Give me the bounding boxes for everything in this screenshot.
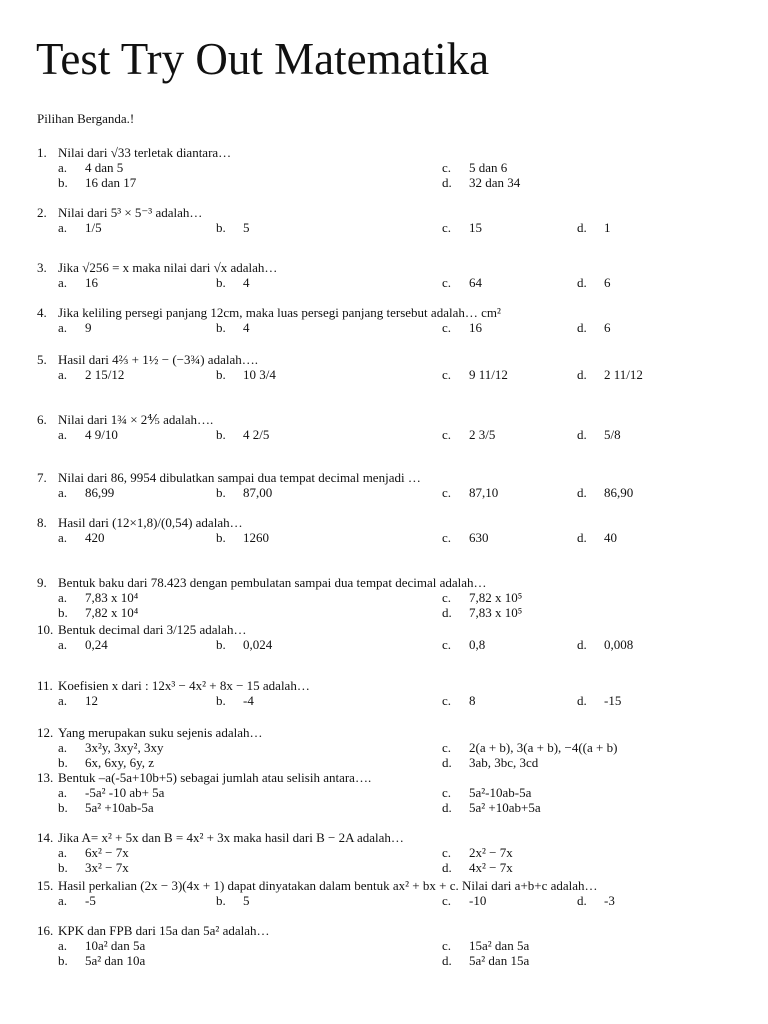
option-text: 5 <box>243 893 250 908</box>
question-number: 14. <box>37 830 54 845</box>
question-stem <box>37 515 748 530</box>
option-text: 4x² − 7x <box>469 860 513 875</box>
answer-option[interactable] <box>58 800 154 815</box>
answer-option[interactable] <box>442 755 538 770</box>
answer-option[interactable] <box>442 220 482 235</box>
question-text: Hasil perkalian (2x − 3)(4x + 1) dapat dinyatakan dalam bentuk ax² + bx + c. Nilai dari a+b+c adalah… <box>58 878 598 893</box>
answer-options <box>58 785 748 815</box>
question-item <box>37 145 748 190</box>
answer-option[interactable] <box>442 590 522 605</box>
option-letter: b. <box>216 427 226 442</box>
question-item <box>37 205 748 245</box>
option-text: 4 9/10 <box>85 427 118 442</box>
answer-options <box>58 220 748 245</box>
option-row <box>58 693 748 708</box>
answer-options <box>58 160 748 190</box>
question-item <box>37 770 748 815</box>
option-row <box>58 220 748 245</box>
option-row <box>58 530 748 555</box>
option-text: 4 <box>243 320 250 335</box>
option-text: 1 <box>604 220 611 235</box>
question-item <box>37 830 748 875</box>
option-letter: b. <box>58 755 68 770</box>
option-text: 86,99 <box>85 485 115 500</box>
option-text: 5 <box>243 220 250 235</box>
option-letter: b. <box>216 893 226 908</box>
answer-option[interactable] <box>58 220 102 235</box>
option-text: 9 11/12 <box>469 367 508 382</box>
option-text: 0,24 <box>85 637 108 652</box>
option-letter: d. <box>577 275 587 290</box>
option-text: 630 <box>469 530 489 545</box>
answer-option[interactable] <box>216 693 254 708</box>
option-letter: d. <box>577 220 587 235</box>
option-letter: a. <box>58 893 68 908</box>
option-letter: a. <box>58 785 68 800</box>
option-text: 5a² dan 10a <box>85 953 146 968</box>
option-row <box>58 427 748 452</box>
answer-option[interactable] <box>442 953 529 968</box>
answer-option[interactable] <box>577 637 633 652</box>
answer-options <box>58 485 748 500</box>
option-letter: b. <box>216 275 226 290</box>
question-number: 10. <box>37 622 54 637</box>
option-text: -4 <box>243 693 254 708</box>
question-text: Nilai dari 86, 9954 dibulatkan sampai dua tempat decimal menjadi … <box>58 470 421 485</box>
answer-option[interactable] <box>58 320 92 335</box>
answer-option[interactable] <box>58 755 154 770</box>
option-text: 4 dan 5 <box>85 160 124 175</box>
option-text: 9 <box>85 320 92 335</box>
option-letter: c. <box>442 160 452 175</box>
option-text: 2x² − 7x <box>469 845 513 860</box>
option-text: 2(a + b), 3(a + b), −4((a + b) <box>469 740 618 755</box>
question-item <box>37 352 748 392</box>
option-row <box>58 275 748 290</box>
question-text: Bentuk –a(-5a+10b+5) sebagai jumlah atau selisih antara…. <box>58 770 372 785</box>
question-text: Nilai dari 5³ × 5⁻³ adalah… <box>58 205 203 220</box>
option-row <box>58 785 748 800</box>
answer-option[interactable] <box>58 845 129 860</box>
option-text: 64 <box>469 275 482 290</box>
question-item <box>37 622 748 662</box>
option-text: 10a² dan 5a <box>85 938 146 953</box>
option-row <box>58 860 748 875</box>
answer-options <box>58 275 748 290</box>
answer-option[interactable] <box>442 800 541 815</box>
question-stem <box>37 622 748 637</box>
option-text: 5 dan 6 <box>469 160 508 175</box>
option-text: 3ab, 3bc, 3cd <box>469 755 539 770</box>
answer-option[interactable] <box>442 938 529 953</box>
answer-option[interactable] <box>58 427 118 442</box>
answer-option[interactable] <box>442 485 498 500</box>
option-letter: a. <box>58 485 68 500</box>
question-item <box>37 470 748 500</box>
option-letter: a. <box>58 740 68 755</box>
question-number: 13. <box>37 770 54 785</box>
answer-option[interactable] <box>442 860 513 875</box>
option-row <box>58 800 748 815</box>
answer-option[interactable] <box>577 427 621 442</box>
option-text: 5a² +10ab+5a <box>469 800 541 815</box>
answer-option[interactable] <box>58 860 129 875</box>
question-number: 6. <box>37 412 47 427</box>
answer-option[interactable] <box>577 893 615 908</box>
question-number: 3. <box>37 260 47 275</box>
option-row <box>58 637 748 662</box>
answer-option[interactable] <box>58 893 96 908</box>
option-text: 6x, 6xy, 6y, z <box>85 755 155 770</box>
answer-option[interactable] <box>442 637 485 652</box>
option-row <box>58 845 748 860</box>
option-letter: a. <box>58 220 68 235</box>
question-stem <box>37 260 748 275</box>
answer-option[interactable] <box>216 320 250 335</box>
option-letter: b. <box>58 860 68 875</box>
question-stem <box>37 678 748 693</box>
question-text: Koefisien x dari : 12x³ − 4x² + 8x − 15 adalah… <box>58 678 310 693</box>
option-letter: c. <box>442 893 452 908</box>
option-text: 6 <box>604 320 611 335</box>
answer-option[interactable] <box>58 605 138 620</box>
option-text: 8 <box>469 693 476 708</box>
option-text: 32 dan 34 <box>469 175 521 190</box>
option-text: 7,82 x 10⁵ <box>469 590 523 605</box>
option-text: -10 <box>469 893 487 908</box>
option-row <box>58 605 748 620</box>
option-text: -3 <box>604 893 615 908</box>
question-text: Bentuk decimal dari 3/125 adalah… <box>58 622 247 637</box>
option-row <box>58 755 748 770</box>
answer-option[interactable] <box>58 367 124 382</box>
question-item <box>37 678 748 708</box>
option-letter: c. <box>442 590 452 605</box>
question-stem <box>37 725 748 740</box>
answer-options <box>58 637 748 662</box>
option-letter: d. <box>442 175 452 190</box>
option-row <box>58 175 748 190</box>
option-text: 7,83 x 10⁵ <box>469 605 523 620</box>
option-text: 87,10 <box>469 485 499 500</box>
answer-option[interactable] <box>58 530 105 545</box>
question-item <box>37 412 748 452</box>
option-letter: d. <box>577 367 587 382</box>
option-letter: c. <box>442 220 452 235</box>
option-row <box>58 590 748 605</box>
option-letter: c. <box>442 530 452 545</box>
answer-option[interactable] <box>58 637 108 652</box>
question-number: 5. <box>37 352 47 367</box>
option-letter: b. <box>58 800 68 815</box>
option-row <box>58 367 748 392</box>
answer-option[interactable] <box>577 220 611 235</box>
answer-option[interactable] <box>216 485 272 500</box>
option-text: 4 <box>243 275 250 290</box>
option-text: 420 <box>85 530 105 545</box>
answer-options <box>58 740 748 770</box>
option-letter: a. <box>58 530 68 545</box>
option-row <box>58 893 748 908</box>
question-text: Bentuk baku dari 78.423 dengan pembulatan sampai dua tempat decimal adalah… <box>58 575 487 590</box>
option-text: -5a² -10 ab+ 5a <box>85 785 165 800</box>
answer-option[interactable] <box>442 785 531 800</box>
option-letter: a. <box>58 320 68 335</box>
option-text: 2 11/12 <box>604 367 643 382</box>
option-letter: a. <box>58 275 68 290</box>
answer-options <box>58 427 748 452</box>
answer-option[interactable] <box>442 160 507 175</box>
option-text: 5a²-10ab-5a <box>469 785 532 800</box>
answer-option[interactable] <box>442 320 482 335</box>
question-number: 1. <box>37 145 47 160</box>
question-number: 4. <box>37 305 47 320</box>
option-letter: c. <box>442 485 452 500</box>
question-number: 7. <box>37 470 47 485</box>
answer-option[interactable] <box>442 740 617 755</box>
question-item <box>37 725 748 770</box>
option-text: 12 <box>85 693 98 708</box>
answer-options <box>58 367 748 392</box>
question-stem <box>37 145 748 160</box>
answer-option[interactable] <box>58 485 114 500</box>
question-stem <box>37 470 748 485</box>
answer-option[interactable] <box>216 637 272 652</box>
option-letter: b. <box>216 220 226 235</box>
section-label: Pilihan Berganda.! <box>37 111 135 126</box>
option-letter: d. <box>577 893 587 908</box>
option-letter: d. <box>577 320 587 335</box>
option-letter: c. <box>442 320 452 335</box>
option-text: 15 <box>469 220 482 235</box>
option-text: 6 <box>604 275 611 290</box>
option-text: 3x²y, 3xy², 3xy <box>85 740 164 755</box>
option-letter: d. <box>442 800 452 815</box>
option-row <box>58 938 748 953</box>
answer-option[interactable] <box>58 693 98 708</box>
option-text: 0,024 <box>243 637 273 652</box>
question-text: Nilai dari √33 terletak diantara… <box>58 145 232 160</box>
answer-option[interactable] <box>58 590 138 605</box>
question-item <box>37 575 748 620</box>
option-text: 1/5 <box>85 220 102 235</box>
question-number: 11. <box>37 678 53 693</box>
answer-option[interactable] <box>577 693 621 708</box>
option-letter: d. <box>442 953 452 968</box>
question-text: Nilai dari 1¾ × 2⅘ adalah…. <box>58 412 214 427</box>
question-number: 16. <box>37 923 54 938</box>
answer-option[interactable] <box>442 367 508 382</box>
option-letter: c. <box>442 427 452 442</box>
option-text: -5 <box>85 893 96 908</box>
question-item <box>37 260 748 290</box>
option-text: 0,8 <box>469 637 486 652</box>
option-letter: c. <box>442 637 452 652</box>
question-item <box>37 515 748 555</box>
option-row <box>58 740 748 755</box>
question-stem <box>37 575 748 590</box>
option-letter: b. <box>58 175 68 190</box>
option-text: 6x² − 7x <box>85 845 129 860</box>
answer-options <box>58 845 748 875</box>
question-text: Hasil dari (12×1,8)/(0,54) adalah… <box>58 515 243 530</box>
answer-option[interactable] <box>216 275 250 290</box>
option-letter: a. <box>58 637 68 652</box>
option-letter: a. <box>58 590 68 605</box>
option-text: 87,00 <box>243 485 273 500</box>
answer-option[interactable] <box>216 220 250 235</box>
answer-option[interactable] <box>442 530 489 545</box>
option-letter: c. <box>442 845 452 860</box>
answer-option[interactable] <box>58 953 145 968</box>
option-text: 2 15/12 <box>85 367 125 382</box>
option-letter: b. <box>216 320 226 335</box>
option-letter: a. <box>58 845 68 860</box>
option-letter: b. <box>216 693 226 708</box>
option-letter: a. <box>58 693 68 708</box>
answer-options <box>58 938 748 968</box>
answer-option[interactable] <box>442 175 520 190</box>
answer-option[interactable] <box>216 367 276 382</box>
answer-option[interactable] <box>58 275 98 290</box>
option-letter: d. <box>577 427 587 442</box>
answer-options <box>58 590 748 620</box>
page-title: Test Try Out Matematika <box>36 34 490 84</box>
question-text: Jika √256 = x maka nilai dari √x adalah… <box>58 260 278 275</box>
answer-option[interactable] <box>442 427 495 442</box>
option-text: 5a² +10ab-5a <box>85 800 154 815</box>
option-letter: a. <box>58 367 68 382</box>
question-number: 15. <box>37 878 54 893</box>
option-text: 4 2/5 <box>243 427 270 442</box>
question-stem <box>37 830 748 845</box>
answer-option[interactable] <box>442 275 482 290</box>
option-letter: b. <box>58 605 68 620</box>
option-text: 86,90 <box>604 485 634 500</box>
question-text: Jika A= x² + 5x dan B = 4x² + 3x maka hasil dari B − 2A adalah… <box>58 830 404 845</box>
question-text: KPK dan FPB dari 15a dan 5a² adalah… <box>58 923 270 938</box>
option-text: -15 <box>604 693 622 708</box>
answer-option[interactable] <box>58 938 145 953</box>
option-letter: c. <box>442 938 452 953</box>
option-row <box>58 953 748 968</box>
answer-option[interactable] <box>216 893 250 908</box>
answer-option[interactable] <box>577 275 611 290</box>
option-letter: d. <box>577 530 587 545</box>
option-text: 7,82 x 10⁴ <box>85 605 139 620</box>
option-text: 16 dan 17 <box>85 175 137 190</box>
question-text: Yang merupakan suku sejenis adalah… <box>58 725 263 740</box>
option-row <box>58 160 748 175</box>
question-stem <box>37 305 748 320</box>
question-stem <box>37 923 748 938</box>
option-letter: d. <box>577 485 587 500</box>
question-stem <box>37 878 748 893</box>
option-letter: b. <box>216 637 226 652</box>
option-text: 40 <box>604 530 617 545</box>
option-text: 3x² − 7x <box>85 860 129 875</box>
option-letter: a. <box>58 938 68 953</box>
option-row <box>58 485 748 500</box>
answer-options <box>58 893 748 908</box>
answer-option[interactable] <box>58 175 136 190</box>
answer-option[interactable] <box>442 693 476 708</box>
answer-option[interactable] <box>442 893 486 908</box>
question-stem <box>37 412 748 427</box>
answer-option[interactable] <box>442 605 522 620</box>
question-number: 8. <box>37 515 47 530</box>
answer-option[interactable] <box>442 845 513 860</box>
option-text: 16 <box>469 320 482 335</box>
option-row <box>58 320 748 335</box>
answer-option[interactable] <box>216 530 269 545</box>
question-stem <box>37 205 748 220</box>
option-letter: a. <box>58 427 68 442</box>
option-letter: b. <box>216 367 226 382</box>
answer-option[interactable] <box>58 740 163 755</box>
option-letter: c. <box>442 275 452 290</box>
option-letter: c. <box>442 785 452 800</box>
question-item <box>37 305 748 335</box>
option-text: 16 <box>85 275 98 290</box>
option-text: 5/8 <box>604 427 621 442</box>
answer-option[interactable] <box>58 160 123 175</box>
question-stem <box>37 770 748 785</box>
option-letter: d. <box>577 637 587 652</box>
answer-option[interactable] <box>577 530 617 545</box>
option-letter: c. <box>442 367 452 382</box>
option-letter: c. <box>442 693 452 708</box>
option-text: 15a² dan 5a <box>469 938 530 953</box>
option-text: 7,83 x 10⁴ <box>85 590 139 605</box>
answer-options <box>58 530 748 555</box>
answer-option[interactable] <box>216 427 269 442</box>
option-text: 1260 <box>243 530 269 545</box>
answer-option[interactable] <box>577 320 611 335</box>
answer-options <box>58 320 748 335</box>
option-letter: d. <box>442 755 452 770</box>
option-text: 0,008 <box>604 637 634 652</box>
question-number: 9. <box>37 575 47 590</box>
option-letter: c. <box>442 740 452 755</box>
question-item <box>37 878 748 908</box>
option-letter: b. <box>216 530 226 545</box>
question-number: 2. <box>37 205 47 220</box>
question-text: Jika keliling persegi panjang 12cm, maka luas persegi panjang tersebut adalah… cm² <box>58 305 501 320</box>
question-item <box>37 923 748 968</box>
option-text: 2 3/5 <box>469 427 496 442</box>
option-letter: b. <box>216 485 226 500</box>
answer-option[interactable] <box>58 785 164 800</box>
option-text: 5a² dan 15a <box>469 953 530 968</box>
question-number: 12. <box>37 725 54 740</box>
option-letter: d. <box>442 605 452 620</box>
question-text: Hasil dari 4⅔ + 1½ − (−3¾) adalah…. <box>58 352 258 367</box>
option-letter: d. <box>577 693 587 708</box>
answer-options <box>58 693 748 708</box>
option-letter: a. <box>58 160 68 175</box>
answer-option[interactable] <box>577 367 643 382</box>
option-letter: b. <box>58 953 68 968</box>
option-letter: d. <box>442 860 452 875</box>
question-stem <box>37 352 748 367</box>
option-text: 10 3/4 <box>243 367 276 382</box>
answer-option[interactable] <box>577 485 633 500</box>
